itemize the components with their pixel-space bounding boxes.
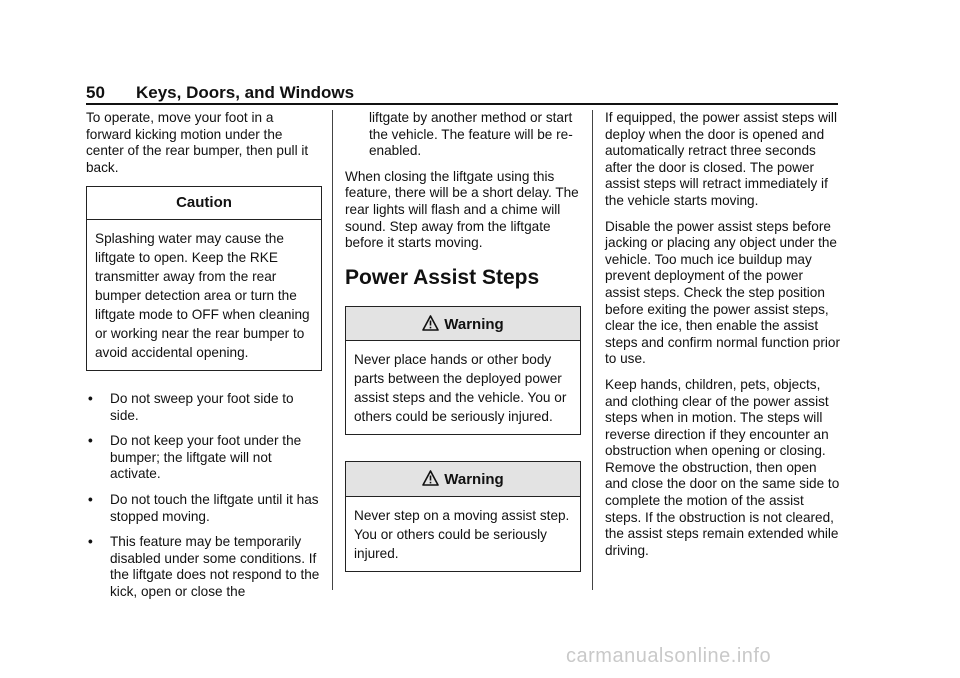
bullet-text: Do not keep your foot under the bumper; the liftgate will not activate. bbox=[110, 433, 302, 482]
page-header bbox=[86, 80, 838, 104]
caution-body: Splashing water may cause the liftgate to open. Keep the RKE transmitter away from the rear bumper detection area or turn the liftgate mode to OFF when cleaning or working near the rear bumper to avoid accidental opening. bbox=[95, 230, 310, 360]
warning-box bbox=[345, 461, 581, 572]
section-heading: Power Assist Steps bbox=[345, 265, 540, 289]
bullet-marker: • bbox=[88, 433, 93, 449]
list-item bbox=[86, 534, 322, 600]
warning-triangle-icon bbox=[422, 315, 439, 331]
section-title: Keys, Doors, and Windows bbox=[136, 83, 355, 102]
page-number: 50 bbox=[86, 83, 105, 102]
warning-title-row bbox=[346, 307, 580, 342]
paragraph: Disable the power assist steps before jacking or placing any object under the vehicle. Too much ice buildup may prevent deployment of the power assist steps. Check the step position before exiting the power assist steps, clear the ice, then enable the assist steps and confirm normal function prior to use. bbox=[605, 218, 840, 367]
intro-paragraph: To operate, move your foot in a forward kicking motion under the center of the rear bumper, then pull it back. bbox=[86, 110, 309, 175]
bullet-text: This feature may be temporarily disabled under some conditions. If the liftgate does not respond to the kick, open or close the bbox=[110, 534, 320, 599]
column-divider bbox=[332, 110, 333, 590]
warning-body: Never step on a moving assist step. You or others could be seriously injured. bbox=[354, 507, 570, 561]
column-1 bbox=[86, 110, 322, 610]
bullet-marker: • bbox=[88, 534, 93, 550]
warning-body: Never place hands or other body parts between the deployed power assist steps and the vehicle. You or others could be seriously injured. bbox=[354, 352, 567, 425]
column-3 bbox=[605, 110, 841, 568]
watermark: carmanualsonline.info bbox=[566, 645, 772, 667]
paragraph: If equipped, the power assist steps will deploy when the door is opened and automatically retract three seconds after the door is closed. The power assist steps will retract immediately if the vehicle starts moving. bbox=[605, 110, 837, 208]
continued-bullet-text: liftgate by another method or start the vehicle. The feature will be re-enabled. bbox=[369, 110, 573, 159]
list-item bbox=[86, 433, 322, 483]
column-2 bbox=[345, 110, 581, 592]
caution-title: Caution bbox=[87, 187, 321, 220]
warning-title: Warning bbox=[444, 315, 504, 333]
closing-paragraph: When closing the liftgate using this feature, there will be a short delay. The rear lights will flash and a chime will sound. Step away from the liftgate before it starts moving. bbox=[345, 168, 579, 251]
list-item bbox=[86, 391, 322, 424]
bullet-text: Do not touch the liftgate until it has stopped moving. bbox=[110, 491, 319, 524]
column-divider bbox=[592, 110, 593, 590]
bullet-text: Do not sweep your foot side to side. bbox=[110, 390, 294, 423]
caution-box bbox=[86, 186, 322, 371]
warning-box bbox=[345, 306, 581, 436]
warning-triangle-icon bbox=[422, 470, 439, 486]
bullet-marker: • bbox=[88, 491, 93, 507]
list-item bbox=[86, 492, 322, 525]
warning-title-row bbox=[346, 462, 580, 497]
warning-title: Warning bbox=[444, 471, 504, 489]
paragraph: Keep hands, children, pets, objects, and clothing clear of the power assist steps when in motion. The steps will reverse direction if they encounter an obstruction when opening or closing. Remove the obstruction, then open and close the door on the same side to complete the motion of the assist steps. If the obstruction is not cleared, the assist steps remain extended while driving. bbox=[605, 376, 840, 558]
header-rule bbox=[86, 103, 838, 105]
bullet-marker: • bbox=[88, 390, 93, 406]
bullet-list bbox=[86, 391, 322, 601]
